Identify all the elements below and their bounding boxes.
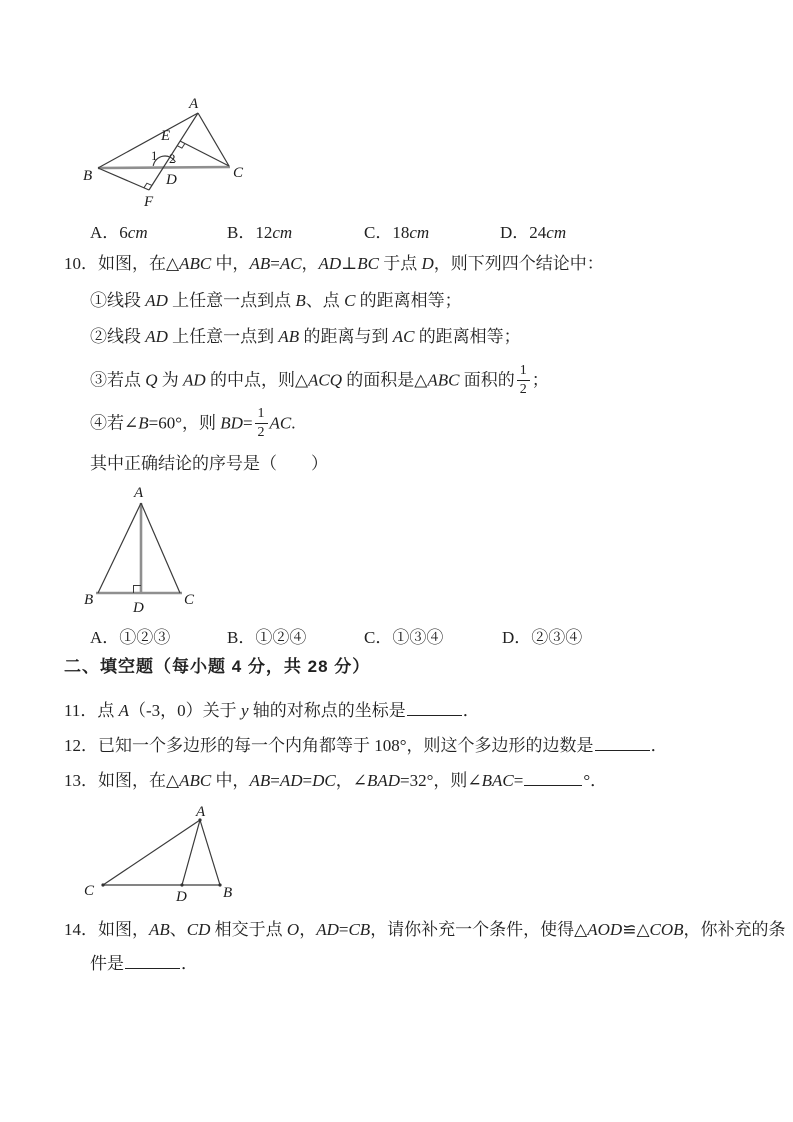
vertex-dot-d [180,883,183,886]
segment-ca [103,820,200,885]
point-label-b: B [83,168,93,184]
q9-option-a: A．6cm [90,223,148,242]
vertex-dot-b [218,883,221,886]
q14-stem-line-2: 件是 ． [90,954,198,973]
angle-2-label: 2 [169,151,176,166]
q10-option-b: B．①②④ [227,628,307,647]
q13-stem: 13．如图，在△ABC 中，AB=AD=DC，∠BAD=32°，则∠BAC= °． [64,771,608,790]
segment-ba [98,113,198,168]
point-label-a: A [189,96,199,112]
q9-option-d: D．24cm [500,223,567,242]
q10-option-a: A．①②③ [90,628,171,647]
fraction: $\frac{1}{2}$ [255,407,268,440]
q12-stem: 12．已知一个多边形的每一个内角都等于 108°，则这个多边形的边数是 ． [64,736,668,755]
segment-bf [98,168,149,190]
point-label-d: D [133,600,144,616]
answer-blank [524,769,582,786]
q10-option-c: C．①③④ [364,628,444,647]
q10-option-d: D．②③④ [502,628,583,647]
vertex-dot-c [101,883,104,886]
q10-options-row [0,626,793,650]
point-label-c: C [233,165,244,181]
segment-ab [200,820,220,885]
point-label-c: C [184,592,195,608]
point-label-a: A [134,485,144,501]
q10-stem: 10．如图，在△ABC 中，AB=AC，AD⊥BC 于点 D，则下列四个结论中： [64,254,604,273]
point-label-e: E [161,128,171,144]
figure-q9-triangle [75,92,255,217]
q9-option-b: B．12cm [227,223,293,242]
point-label-a: A [196,804,206,820]
point-label-c: C [84,883,95,899]
answer-blank [125,952,180,969]
q9-option-c: C．18cm [364,223,430,242]
point-label-d: D [166,172,177,188]
q10-statement-3: ③若点 Q 为 AD 的中点，则△ACQ 的面积是△ABC 面积的 $\frac{1}{2}$ ； [90,363,549,397]
fraction: $\frac{1}{2}$ [517,364,530,397]
point-label-b: B [84,592,94,608]
point-label-d: D [176,889,187,905]
q10-statement-2: ②线段 AD 上任意一点到 AB 的距离与到 AC 的距离相等； [90,327,521,346]
point-label-b: B [223,885,233,901]
segment-ac [141,503,180,593]
q11-stem: 11．点 A（-3，0）关于 y 轴的对称点的坐标是 ． [64,701,480,720]
q10-statement-4: ④若∠B=60°，则 BD= $\frac{1}{2}$ AC. [90,406,296,440]
q14-stem-line-1: 14．如图，AB、CD 相交于点 O，AD=CB，请你补充一个条件，使得△AOD≌△COB，你补充的条 [64,920,786,939]
point-label-f: F [144,194,154,210]
answer-blank [407,699,462,716]
section-2-title: 二、填空题（每小题 4 分，共 28 分） [64,657,371,676]
segment-ba [98,503,141,593]
figure-q13-triangle [78,803,248,911]
q10-prompt: 其中正确结论的序号是（ ） [90,454,328,473]
answer-blank [595,734,650,751]
figure-q10-isosceles-triangle [75,483,205,618]
q10-statement-1: ①线段 AD 上任意一点到点 B、点 C 的距离相等； [90,291,462,310]
q9-options-row [0,221,793,245]
angle-1-label: 1 [151,148,158,163]
